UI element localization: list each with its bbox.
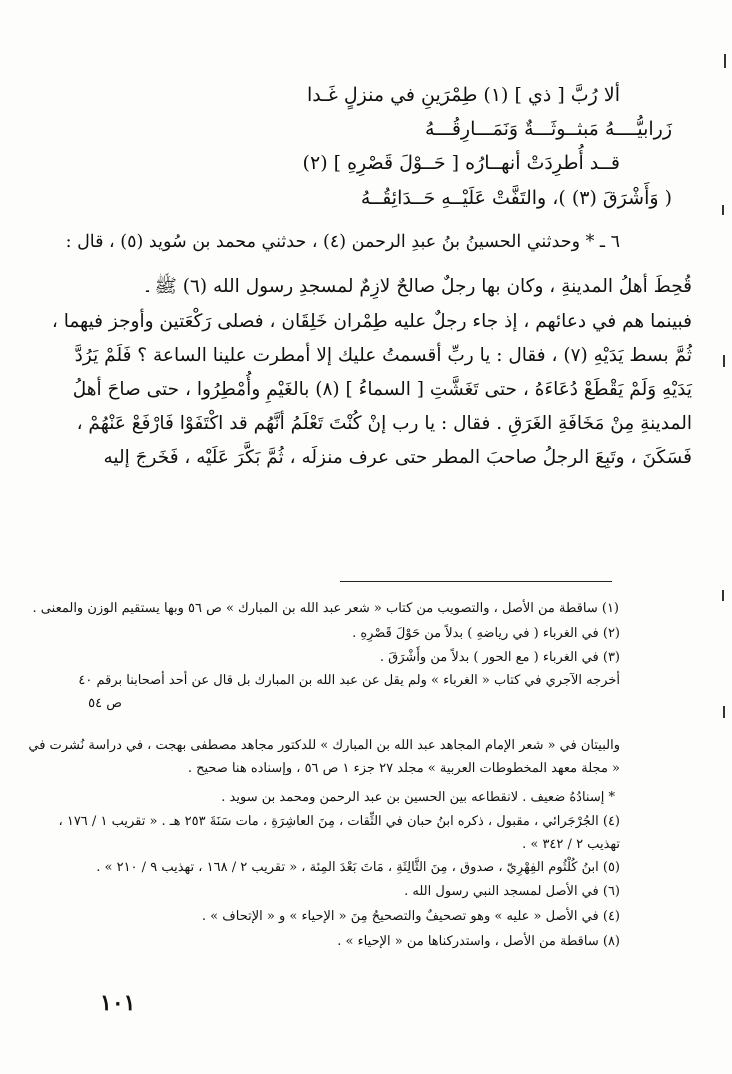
footnote-separator — [340, 581, 612, 582]
scan-edge-mark — [722, 590, 724, 601]
body-line-1: قُحِطَ أهلُ المدينةِ ، وكان بها رجلٌ صالحٌ لازِمٌ لمسجدِ رسول الله (٦) ﷺ ـ — [146, 276, 692, 297]
footnote-source-2b: « مجلة معهد المخطوطات العربية » مجلد ٢٧ جزء ١ ص ٥٦ ، وإسناده هنا صحيح . — [187, 761, 620, 776]
body-line-4: يَدَيْهِ وَلَمْ يَقْطَعْ دُعَاءَهُ ، حتى تَغَشَّتِ [ السماءُ ] (٨) بالغَيْمِ وأُمْطِرُوا ، حتى صاحَ أهلُ — [72, 379, 692, 400]
footnote-4b: تهذيب ٢ / ٣٤٢ » . — [522, 837, 620, 852]
scan-edge-mark — [722, 205, 724, 215]
body-line-6: فَسَكَنَ ، وتَبِعَ الرجلُ صاحبَ المطر حتى عرف منزلَه ، ثُمَّ بَكَّرَ عَلَيْه ، فَخَرجَ إليه — [103, 447, 692, 468]
footnote-2: (٢) في الغرباء ( في رياضهِ ) بدلاً من حَوْلَ قَصْرِهِ . — [352, 626, 620, 641]
footnote-source-1: أخرجه الآجري في كتاب « الغرباء » ولم يقل عن عبد الله بن المبارك بل قال عن أحد أصحابنا برقم ٤٠ — [78, 673, 620, 688]
footnote-source-2: والبيتان في « شعر الإمام المجاهد عبد الله بن المبارك » للدكتور مجاهد مصطفى بهجت ، في دراسة نُشرت في — [28, 738, 620, 753]
isnad-line: ٦ ـ * وحدثني الحسينُ بنُ عبدِ الرحمن (٤) ، حدثني محمد بن سُويد (٥) ، قال : — [65, 232, 620, 252]
scan-edge-mark — [723, 706, 725, 718]
scan-edge-mark — [723, 355, 725, 367]
footnote-1: (١) ساقطة من الأصل ، والتصويب من كتاب « شعر عبد الله بن المبارك » ص ٥٦ وبها يستقيم الوزن والمعنى . — [32, 601, 619, 616]
body-line-5: المدينةِ مِنْ مَخَافَةِ الغَرَقِ . فقال : يا رب إنْ كُنْتَ تَعْلَمُ أنَّهُم قد اكْتَفَوْا فَارْفَعْ عَنْهُمْ ، — [76, 413, 692, 434]
body-line-2: فبينما هم في دعائهم ، إذ جاء رجلٌ عليه طِمْران خَلِقَان ، فصلى رَكْعَتين وأوجز فيهما ، — [51, 311, 692, 332]
footnote-4: (٤) الجُرْجَرائي ، مقبول ، ذكره ابنُ حبان في الثِّقات ، مِنَ العاشِرَةِ ، مات سَنَةَ ٢٥٣ هـ . « تقريب ١ / ١٧٦ ، — [58, 814, 620, 829]
poem-verse-2: زَرابيُّــــهُ مَبثــوثَـــةٌ وَنَمَـــارِقُـــهُ — [424, 118, 672, 140]
scan-edge-mark — [724, 54, 726, 68]
body-line-3: ثُمَّ بسط يَدَيْهِ (٧) ، فقال : يا ربِّ أقسمتُ عليك إلا أمطرت علينا الساعة ؟ فَلَمْ يَرُدَّ — [74, 345, 692, 366]
footnote-6: (٦) في الأصل لمسجد النبي رسول الله . — [404, 884, 620, 899]
footnote-3: (٣) في الغرباء ( مع الحور ) بدلاً من وأَشْرَقَ . — [379, 650, 620, 665]
poem-verse-1: ألا رُبَّ [ ذي ] (١) طِمْرَينِ في منزلٍ غَـدا — [307, 84, 620, 106]
footnote-5: (٥) ابنُ كُلْثُوم الفِهْرِيّ ، صدوق ، مِنَ الثَّالِثَةِ ، مَاتَ بَعْدَ المِئة ، « تقريب ٢ / ١٦٨ ، تهذيب ٩ / ٢١٠ » . — [96, 860, 620, 875]
poem-verse-3: قــد أُطرِدَتْ أنهــارُه [ حَــوْلَ قَصْرِهِ ] (٢) — [302, 152, 620, 174]
footnote-7: (٤) في الأصل « عليه » وهو تصحيفٌ والتصحيحُ مِنَ « الإحياء » و « الإتحاف » . — [201, 909, 620, 924]
page-number: ١٠١ — [100, 990, 136, 1016]
footnote-source-1-page: ص ٥٤ — [88, 696, 122, 711]
footnote-8: (٨) ساقطة من الأصل ، واستدركناها من « الإحياء » . — [337, 934, 620, 949]
poem-verse-4: ( وَأَشْرَقَ (٣) )، والتَفَّتْ عَلَيْــهِ حَــدَائِقُــهُ — [360, 187, 672, 209]
footnote-isnad-grade: * إسنادُهُ ضعيف . لانقطاعه بين الحسين بن عبد الرحمن ومحمد بن سويد . — [221, 790, 615, 805]
